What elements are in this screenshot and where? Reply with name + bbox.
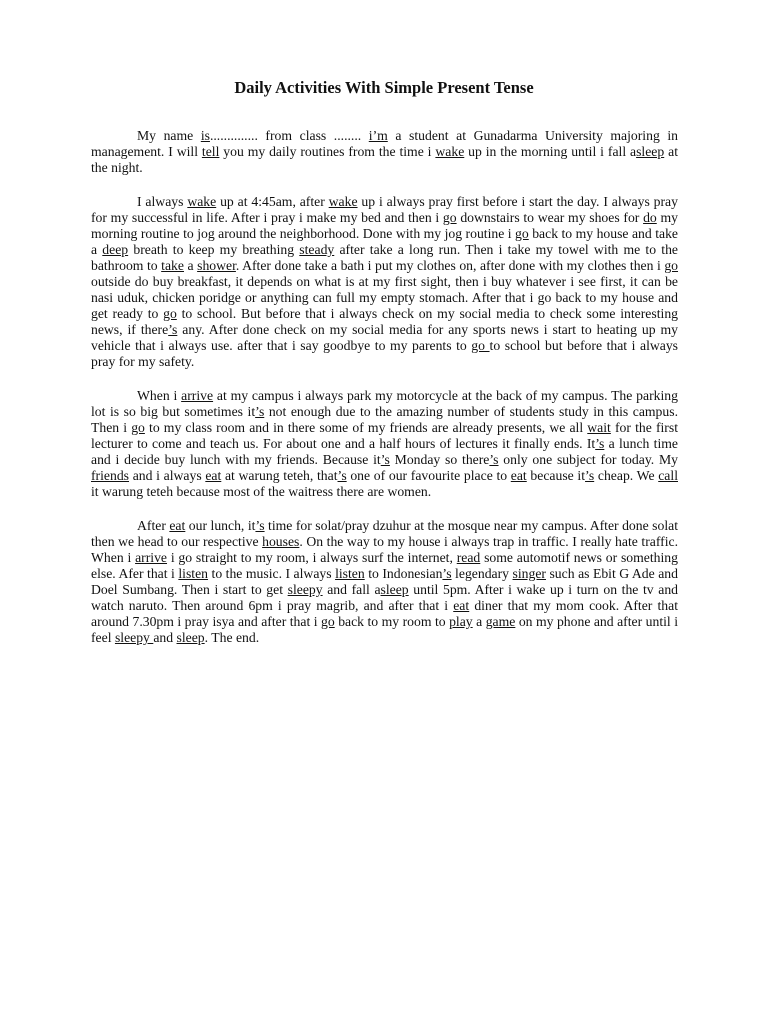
- underlined-word: ’s: [255, 518, 265, 533]
- underlined-word: take: [161, 258, 184, 273]
- underlined-word: eat: [205, 468, 222, 483]
- underlined-word: ’s: [380, 452, 390, 467]
- underlined-word: go: [515, 226, 529, 241]
- underlined-word: sleep: [380, 582, 409, 597]
- underlined-word: go: [321, 614, 335, 629]
- underlined-word: listen: [335, 566, 365, 581]
- underlined-word: wake: [328, 194, 358, 209]
- paragraph-1: My name is.............. from class ........ i’m a student at Gunadarma University majoring in management. I will tell you my daily routines from the time i wake up in the morning until i fall asleep at the night.: [91, 128, 679, 175]
- underlined-word: ’s: [337, 468, 347, 483]
- underlined-word: go: [664, 258, 679, 273]
- underlined-word: ’s: [255, 404, 265, 419]
- underlined-word: eat: [453, 598, 470, 613]
- paragraph-4: After eat our lunch, it’s time for solat/pray dzuhur at the mosque near my campus. After done solat then we head to our respective houses. On the way to my house i always trap in traffic. I really hate traffic. When i arrive i go straight to my room, i always surf the internet, read some automotif news or something else. Afer that i listen to the music. I always listen to Indonesian’s legendary singer such as Ebit G Ade and Doel Sumbang. Then i start to get sleepy and fall asleep until 5pm. After i wake up i turn on the tv and watch naruto. Then around 6pm i pray magrib, and after that i eat diner that my mom cook. After that around 7.30pm i pray isya and after that i go back to my room to play a game on my phone and after until i feel sleepy and sleep. The end.: [91, 518, 679, 645]
- underlined-word: wake: [187, 194, 217, 209]
- underlined-word: sleepy: [114, 630, 154, 645]
- underlined-word: eat: [169, 518, 186, 533]
- underlined-word: do: [643, 210, 657, 225]
- underlined-word: listen: [178, 566, 209, 581]
- underlined-word: ’s: [595, 436, 605, 451]
- underlined-word: go: [163, 306, 177, 321]
- underlined-word: ’s: [442, 566, 452, 581]
- document-body: [91, 128, 678, 664]
- underlined-word: arrive: [135, 550, 168, 565]
- underlined-word: go: [442, 210, 457, 225]
- paragraph-3: When i arrive at my campus i always park my motorcycle at the back of my campus. The parking lot is so big but sometimes it’s not enough due to the amazing number of students study in this campus. Then i go to my class room and in there some of my friends are already presents, we all wait for the first lecturer to come and teach us. For about one and a half hours of lectures it finally ends. It’s a lunch time and i decide buy lunch with my friends. Because it’s Monday so there’s only one subject for today. My friends and i always eat at warung teteh, that’s one of our favourite place to eat because it’s cheap. We call it warung teteh because most of the waitress there are women.: [91, 388, 678, 499]
- underlined-word: is: [200, 128, 210, 143]
- underlined-word: go: [471, 338, 490, 353]
- underlined-word: houses: [262, 534, 300, 549]
- underlined-word: sleepy: [287, 582, 323, 597]
- underlined-word: ’s: [489, 452, 499, 467]
- underlined-word: arrive: [181, 388, 214, 403]
- underlined-word: go: [131, 420, 145, 435]
- underlined-word: sleep: [176, 630, 205, 645]
- document-title: Daily Activities With Simple Present Tense: [234, 78, 534, 97]
- underlined-word: sleep: [636, 144, 665, 159]
- underlined-word: singer: [512, 566, 546, 581]
- underlined-word: friends: [91, 468, 130, 483]
- underlined-word: ’s: [168, 322, 178, 337]
- underlined-word: steady: [299, 242, 335, 257]
- underlined-word: play: [449, 614, 473, 629]
- underlined-word: wait: [587, 420, 611, 435]
- underlined-word: deep: [102, 242, 129, 257]
- underlined-word: tell: [201, 144, 220, 159]
- underlined-word: eat: [510, 468, 527, 483]
- underlined-word: ’s: [585, 468, 595, 483]
- underlined-word: wake: [435, 144, 465, 159]
- underlined-word: game: [485, 614, 516, 629]
- underlined-word: shower: [197, 258, 236, 273]
- paragraph-2: I always wake up at 4:45am, after wake up i always pray first before i start the day. I always pray for my successful in life. After i pray i make my bed and then i go downstairs to wear my shoes for do my morning routine to jog around the neighborhood. Done with my jog routine i go back to my house and take a deep breath to keep my breathing steady after take a long run. Then i take my towel with me to the bathroom to take a shower. After done take a bath i put my clothes on, after done with my clothes then i go outside do buy breakfast, it depends on what is at my first sight, then i buy whatever i see first, it can be nasi uduk, chicken poridge or anything can full my empty stomach. After that i go back to my house and get ready to go to school. But before that i always check on my social media to check some interesting news, if there’s any. After done check on my social media for any sports news i start to heating up my vehicle that i always use. after that i say goodbye to my parents to go to school but before that i always pray for my safety.: [91, 194, 679, 369]
- underlined-word: i’m: [368, 128, 388, 143]
- underlined-word: read: [456, 550, 481, 565]
- underlined-word: call: [658, 468, 678, 483]
